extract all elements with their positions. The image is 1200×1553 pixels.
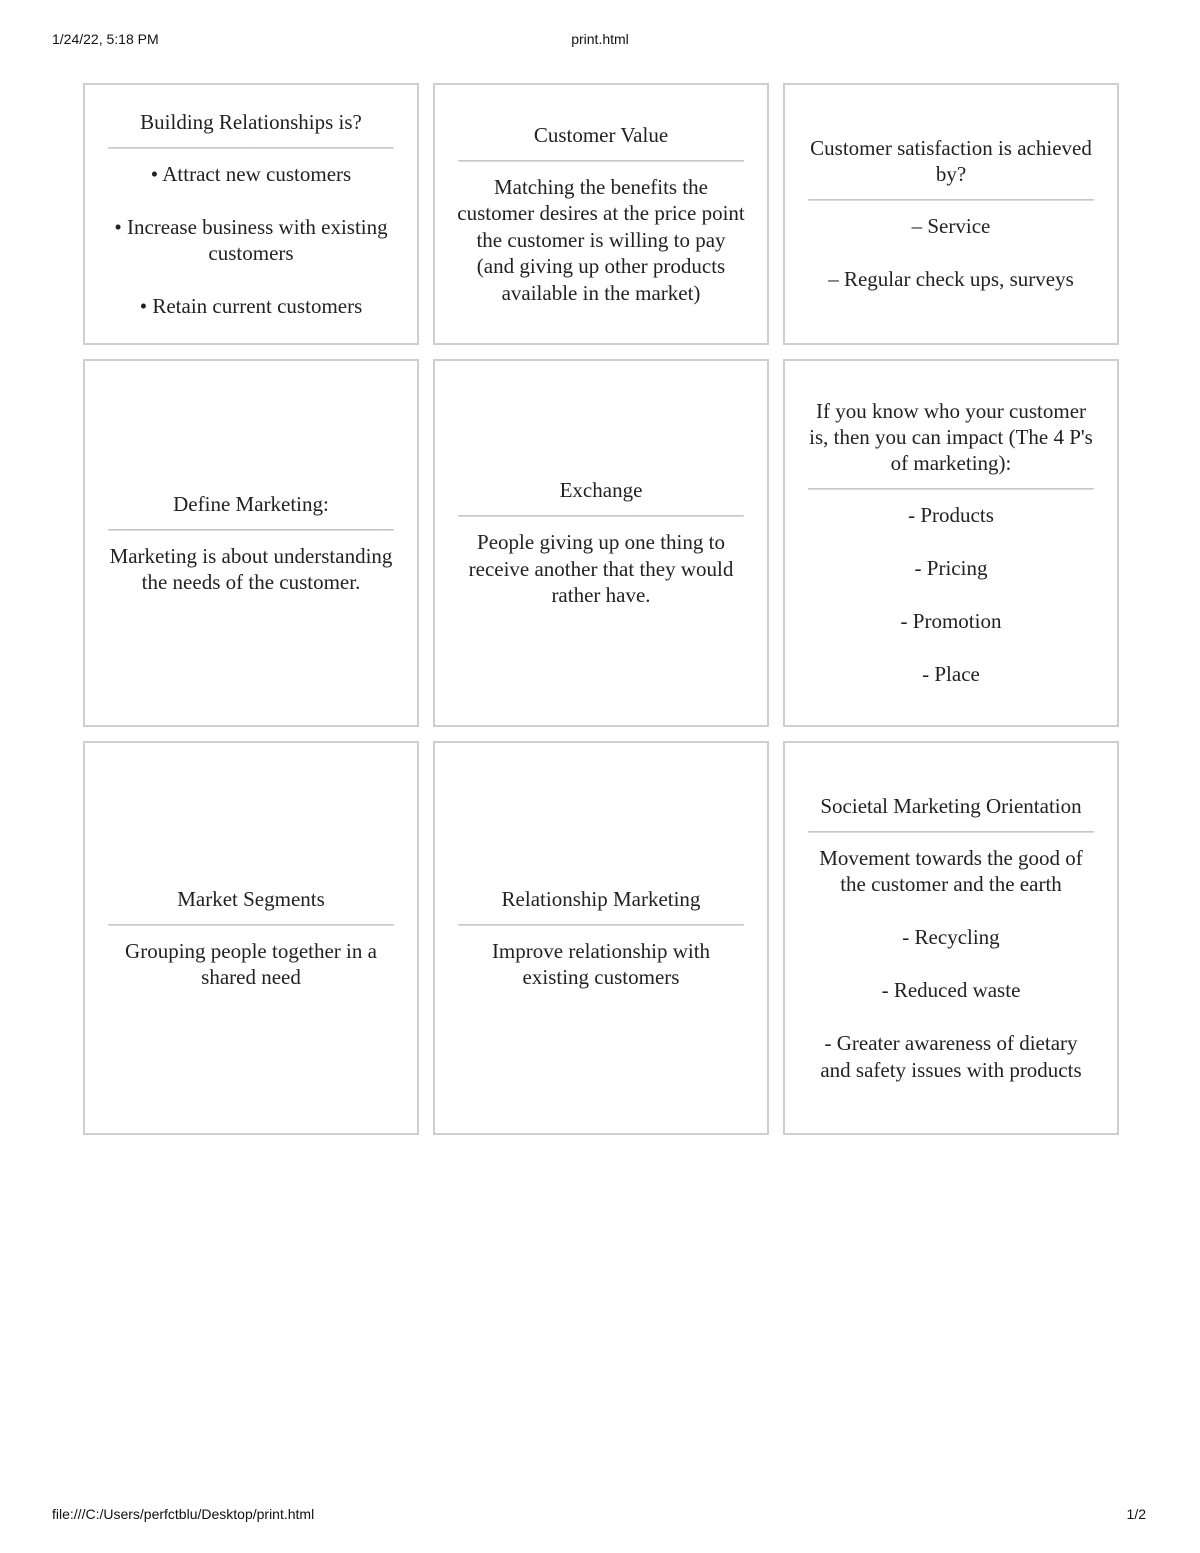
flashcard (433, 359, 769, 727)
definition-line: • Increase business with existing customers (114, 214, 388, 265)
card-divider (808, 199, 1094, 201)
card-term: Customer Value (533, 122, 669, 147)
flashcard (83, 359, 419, 727)
definition-line: Matching the benefits the customer desires at the price point the customer is willing to pay (and giving up other products available in the market) (457, 174, 745, 305)
card-definition (107, 543, 395, 596)
flashcard-grid (83, 83, 1119, 1149)
definition-line: Grouping people together in a shared need (125, 938, 377, 989)
card-term: Define Marketing: (173, 491, 329, 516)
card-divider (458, 924, 744, 926)
card-definition (457, 174, 745, 307)
definition-line: - Recycling (902, 925, 1000, 950)
flashcard (433, 741, 769, 1135)
card-term: Relationship Marketing (501, 886, 701, 911)
flashcard (783, 359, 1119, 727)
print-file-path: file:///C:/Users/perfctblu/Desktop/print.html (52, 1506, 315, 1522)
definition-line: - Products (908, 503, 994, 528)
card-definition (107, 938, 395, 991)
definition-line: • Retain current customers (139, 294, 363, 318)
card-divider (808, 488, 1094, 490)
definition-line: People giving up one thing to receive another that they would rather have. (468, 530, 734, 608)
definition-line: • Attract new customers (150, 161, 352, 186)
card-definition (807, 213, 1095, 293)
card-definition (107, 161, 395, 320)
flashcard (83, 83, 419, 345)
definition-line: - Pricing (914, 556, 988, 581)
card-divider (458, 515, 744, 517)
definition-line: – Service (911, 214, 991, 239)
definition-line: - Promotion (900, 609, 1002, 634)
definition-line: – Regular check ups, surveys (828, 267, 1074, 292)
flashcard (783, 741, 1119, 1135)
definition-line: - Greater awareness of dietary and safety issues with products (820, 1031, 1082, 1082)
card-divider (108, 147, 394, 149)
card-definition (457, 529, 745, 609)
print-page-title: print.html (571, 31, 629, 47)
card-term: Societal Marketing Orientation (820, 793, 1082, 818)
card-definition (457, 938, 745, 991)
card-term: Building Relationships is? (140, 109, 362, 134)
card-definition (807, 502, 1095, 688)
card-term: Customer satisfaction is achieved by? (810, 136, 1092, 187)
definition-line: Marketing is about understanding the needs of the customer. (109, 543, 393, 594)
flashcard (83, 741, 419, 1135)
card-row (83, 741, 1119, 1135)
card-term: If you know who your customer is, then you can impact (The 4 P's of marketing): (809, 399, 1093, 476)
card-definition (807, 845, 1095, 1084)
print-datetime: 1/24/22, 5:18 PM (52, 31, 159, 47)
flashcard (783, 83, 1119, 345)
definition-line: Movement towards the good of the customer and the earth (819, 845, 1083, 897)
flashcard (433, 83, 769, 345)
card-term: Market Segments (177, 886, 325, 911)
card-term: Exchange (559, 478, 643, 503)
definition-line: - Reduced waste (881, 978, 1021, 1003)
card-row (83, 83, 1119, 345)
card-divider (458, 160, 744, 162)
definition-line: - Place (922, 662, 980, 687)
print-page-number: 1/2 (1126, 1506, 1146, 1522)
definition-line: Improve relationship with existing customers (491, 938, 711, 989)
card-row (83, 359, 1119, 727)
card-divider (808, 831, 1094, 833)
card-divider (108, 529, 394, 531)
card-divider (108, 924, 394, 926)
